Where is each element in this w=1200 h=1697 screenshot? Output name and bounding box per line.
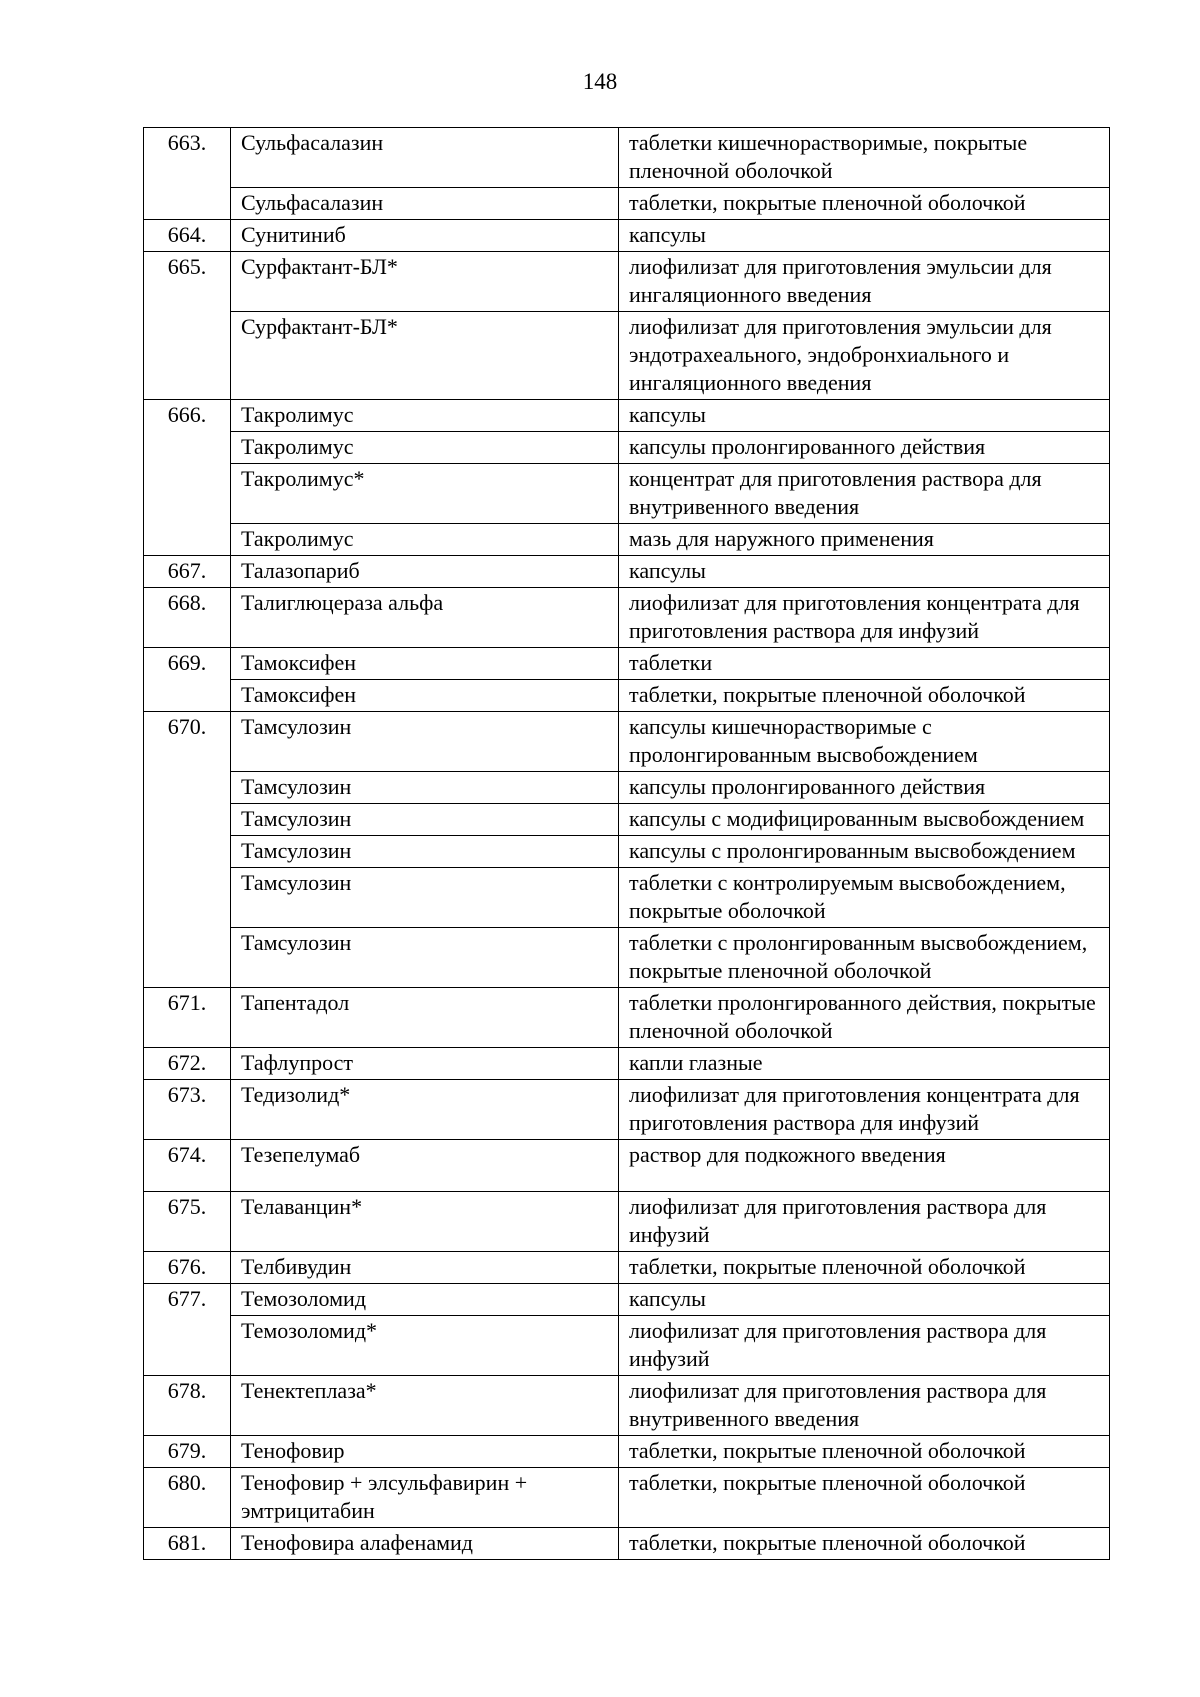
drug-name-cell: Тамсулозин bbox=[231, 836, 619, 868]
table-row bbox=[144, 252, 1110, 312]
dosage-form-cell: капсулы кишечнорастворимые с пролонгированным высвобождением bbox=[619, 712, 1110, 772]
drug-name-cell: Такролимус bbox=[231, 524, 619, 556]
drug-name-cell: Темозоломид bbox=[231, 1284, 619, 1316]
drug-name-cell: Тамсулозин bbox=[231, 804, 619, 836]
table-row bbox=[144, 556, 1110, 588]
table-row bbox=[144, 1252, 1110, 1284]
table-row bbox=[144, 524, 1110, 556]
table-row bbox=[144, 680, 1110, 712]
row-number-cell: 663. bbox=[144, 128, 231, 220]
drug-name-cell: Тапентадол bbox=[231, 988, 619, 1048]
dosage-form-cell: лиофилизат для приготовления концентрата для приготовления раствора для инфузий bbox=[619, 588, 1110, 648]
table-row bbox=[144, 1468, 1110, 1528]
table-row bbox=[144, 988, 1110, 1048]
table-row bbox=[144, 772, 1110, 804]
row-number-cell: 672. bbox=[144, 1048, 231, 1080]
drug-name-cell: Талиглюцераза альфа bbox=[231, 588, 619, 648]
drug-name-cell: Тедизолид* bbox=[231, 1080, 619, 1140]
row-number-cell: 666. bbox=[144, 400, 231, 556]
table-row bbox=[144, 1316, 1110, 1376]
dosage-form-cell: таблетки с пролонгированным высвобождением, покрытые пленочной оболочкой bbox=[619, 928, 1110, 988]
drug-name-cell: Тамсулозин bbox=[231, 928, 619, 988]
table-row bbox=[144, 1048, 1110, 1080]
row-number-cell: 669. bbox=[144, 648, 231, 712]
row-number-cell: 667. bbox=[144, 556, 231, 588]
row-number-cell: 676. bbox=[144, 1252, 231, 1284]
drug-name-cell: Телаванцин* bbox=[231, 1192, 619, 1252]
row-number-cell: 674. bbox=[144, 1140, 231, 1192]
drug-name-cell: Талазопариб bbox=[231, 556, 619, 588]
dosage-form-cell: капсулы bbox=[619, 220, 1110, 252]
dosage-form-cell: таблетки, покрытые пленочной оболочкой bbox=[619, 1468, 1110, 1528]
drug-name-cell: Тенофовир bbox=[231, 1436, 619, 1468]
drug-table-body bbox=[144, 128, 1110, 1560]
dosage-form-cell: мазь для наружного применения bbox=[619, 524, 1110, 556]
table-row bbox=[144, 312, 1110, 400]
table-row bbox=[144, 868, 1110, 928]
table-row bbox=[144, 1284, 1110, 1316]
dosage-form-cell: раствор для подкожного введения bbox=[619, 1140, 1110, 1192]
dosage-form-cell: лиофилизат для приготовления эмульсии для ингаляционного введения bbox=[619, 252, 1110, 312]
dosage-form-cell: таблетки с контролируемым высвобождением, покрытые оболочкой bbox=[619, 868, 1110, 928]
dosage-form-cell: капсулы bbox=[619, 400, 1110, 432]
drug-name-cell: Телбивудин bbox=[231, 1252, 619, 1284]
dosage-form-cell: капсулы с пролонгированным высвобождением bbox=[619, 836, 1110, 868]
dosage-form-cell: таблетки кишечнорастворимые, покрытые пленочной оболочкой bbox=[619, 128, 1110, 188]
dosage-form-cell: таблетки, покрытые пленочной оболочкой bbox=[619, 1252, 1110, 1284]
dosage-form-cell: лиофилизат для приготовления раствора для внутривенного введения bbox=[619, 1376, 1110, 1436]
drug-name-cell: Тамоксифен bbox=[231, 648, 619, 680]
page-number: 148 bbox=[582, 69, 618, 94]
drug-name-cell: Сурфактант-БЛ* bbox=[231, 312, 619, 400]
dosage-form-cell: капли глазные bbox=[619, 1048, 1110, 1080]
row-number-cell: 678. bbox=[144, 1376, 231, 1436]
table-row bbox=[144, 836, 1110, 868]
table-row bbox=[144, 432, 1110, 464]
dosage-form-cell: лиофилизат для приготовления раствора для инфузий bbox=[619, 1316, 1110, 1376]
row-number-cell: 679. bbox=[144, 1436, 231, 1468]
dosage-form-cell: таблетки, покрытые пленочной оболочкой bbox=[619, 1436, 1110, 1468]
dosage-form-cell: капсулы bbox=[619, 556, 1110, 588]
dosage-form-cell: таблетки, покрытые пленочной оболочкой bbox=[619, 1528, 1110, 1560]
dosage-form-cell: капсулы пролонгированного действия bbox=[619, 432, 1110, 464]
row-number-cell: 673. bbox=[144, 1080, 231, 1140]
drug-name-cell: Тенофовир + элсульфавирин + эмтрицитабин bbox=[231, 1468, 619, 1528]
drug-table bbox=[143, 127, 1110, 1560]
drug-name-cell: Такролимус* bbox=[231, 464, 619, 524]
table-row bbox=[144, 648, 1110, 680]
row-number-cell: 675. bbox=[144, 1192, 231, 1252]
row-number-cell: 670. bbox=[144, 712, 231, 988]
dosage-form-cell: лиофилизат для приготовления раствора для инфузий bbox=[619, 1192, 1110, 1252]
dosage-form-cell: капсулы bbox=[619, 1284, 1110, 1316]
row-number-cell: 677. bbox=[144, 1284, 231, 1376]
table-row bbox=[144, 220, 1110, 252]
row-number-cell: 680. bbox=[144, 1468, 231, 1528]
table-row bbox=[144, 804, 1110, 836]
dosage-form-cell: лиофилизат для приготовления концентрата для приготовления раствора для инфузий bbox=[619, 1080, 1110, 1140]
table-row bbox=[144, 400, 1110, 432]
drug-name-cell: Такролимус bbox=[231, 432, 619, 464]
table-row bbox=[144, 588, 1110, 648]
table-row bbox=[144, 1376, 1110, 1436]
table-row bbox=[144, 712, 1110, 772]
table-row bbox=[144, 1080, 1110, 1140]
table-row bbox=[144, 1140, 1110, 1192]
table-row bbox=[144, 928, 1110, 988]
table-row bbox=[144, 1192, 1110, 1252]
dosage-form-cell: капсулы с модифицированным высвобождением bbox=[619, 804, 1110, 836]
row-number-cell: 671. bbox=[144, 988, 231, 1048]
drug-name-cell: Тенофовира алафенамид bbox=[231, 1528, 619, 1560]
table-row bbox=[144, 464, 1110, 524]
row-number-cell: 681. bbox=[144, 1528, 231, 1560]
table-row bbox=[144, 128, 1110, 188]
drug-name-cell: Сурфактант-БЛ* bbox=[231, 252, 619, 312]
table-row bbox=[144, 1436, 1110, 1468]
drug-name-cell: Сульфасалазин bbox=[231, 128, 619, 188]
drug-name-cell: Тезепелумаб bbox=[231, 1140, 619, 1192]
row-number-cell: 664. bbox=[144, 220, 231, 252]
drug-name-cell: Темозоломид* bbox=[231, 1316, 619, 1376]
dosage-form-cell: таблетки, покрытые пленочной оболочкой bbox=[619, 680, 1110, 712]
dosage-form-cell: концентрат для приготовления раствора для внутривенного введения bbox=[619, 464, 1110, 524]
row-number-cell: 668. bbox=[144, 588, 231, 648]
dosage-form-cell: таблетки bbox=[619, 648, 1110, 680]
table-row bbox=[144, 188, 1110, 220]
drug-name-cell: Тамсулозин bbox=[231, 772, 619, 804]
drug-name-cell: Тенектеплаза* bbox=[231, 1376, 619, 1436]
row-number-cell: 665. bbox=[144, 252, 231, 400]
drug-name-cell: Сунитиниб bbox=[231, 220, 619, 252]
table-row bbox=[144, 1528, 1110, 1560]
drug-name-cell: Тамоксифен bbox=[231, 680, 619, 712]
dosage-form-cell: таблетки пролонгированного действия, покрытые пленочной оболочкой bbox=[619, 988, 1110, 1048]
drug-name-cell: Тафлупрост bbox=[231, 1048, 619, 1080]
drug-name-cell: Сульфасалазин bbox=[231, 188, 619, 220]
dosage-form-cell: таблетки, покрытые пленочной оболочкой bbox=[619, 188, 1110, 220]
dosage-form-cell: капсулы пролонгированного действия bbox=[619, 772, 1110, 804]
drug-name-cell: Тамсулозин bbox=[231, 868, 619, 928]
drug-name-cell: Тамсулозин bbox=[231, 712, 619, 772]
drug-name-cell: Такролимус bbox=[231, 400, 619, 432]
dosage-form-cell: лиофилизат для приготовления эмульсии для эндотрахеального, эндобронхиального и ингаляционного введения bbox=[619, 312, 1110, 400]
